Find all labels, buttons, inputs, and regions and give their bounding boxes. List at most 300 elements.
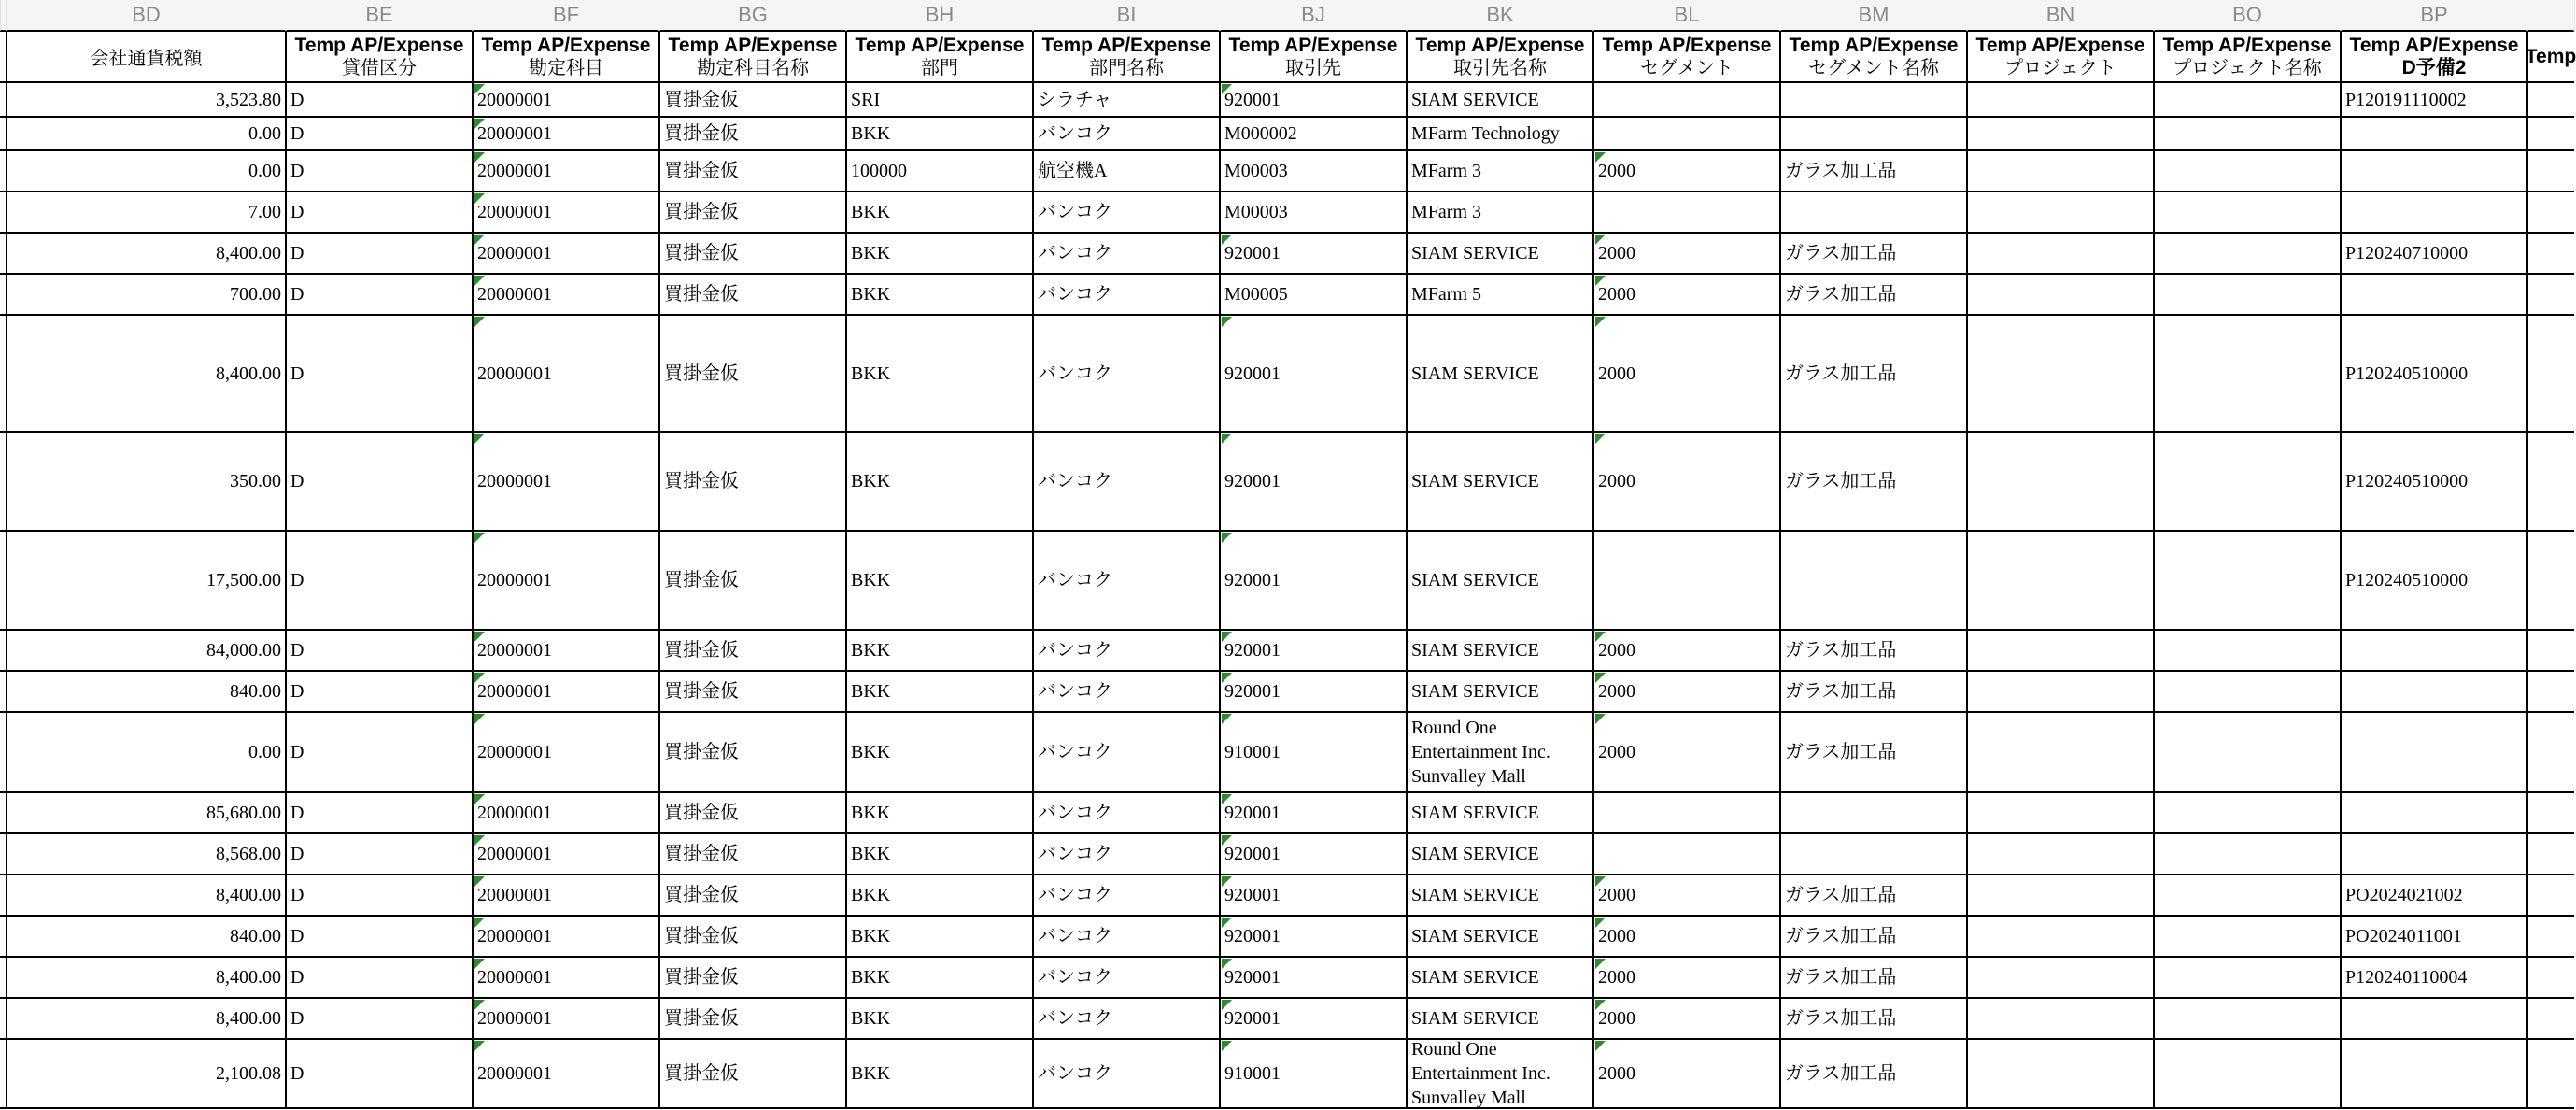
cell-bo[interactable] <box>2155 118 2340 149</box>
header-cell-bp[interactable] <box>2342 32 2526 81</box>
cell-bg[interactable]: 買掛金仮 <box>664 284 739 305</box>
cell-bd[interactable]: 350.00 <box>230 471 281 491</box>
cell-bm[interactable]: ガラス加工品 <box>1785 967 1897 988</box>
cell-bf[interactable]: 20000001 <box>477 123 552 144</box>
cell-bk[interactable]: SIAM SERVICE <box>1411 640 1539 661</box>
cell-bo[interactable] <box>2155 999 2340 1038</box>
cell-bl[interactable]: 2000 <box>1598 284 1635 305</box>
header-cell-bl[interactable] <box>1594 32 1779 81</box>
cell-bi[interactable]: バンコク <box>1038 885 1112 905</box>
cell-bl[interactable]: 2000 <box>1598 926 1635 946</box>
cell-bh[interactable]: BKK <box>851 243 891 263</box>
cell-bo[interactable] <box>2155 275 2340 314</box>
cell-bd[interactable]: 0.00 <box>248 123 281 144</box>
header-cell-bg[interactable] <box>660 32 845 81</box>
cell-bf[interactable]: 20000001 <box>477 640 552 661</box>
cell-be[interactable]: D <box>290 284 304 305</box>
cell-bg[interactable]: 買掛金仮 <box>664 844 739 864</box>
cell-bn[interactable] <box>1968 875 2153 915</box>
cell-bj[interactable]: M00003 <box>1224 202 1288 222</box>
header-cell-bf[interactable] <box>474 32 658 81</box>
cell-bl[interactable] <box>1594 532 1779 629</box>
cell-bf[interactable]: 20000001 <box>477 742 552 762</box>
cell-bn[interactable] <box>1968 631 2153 670</box>
cell-bi[interactable]: バンコク <box>1038 681 1112 702</box>
column-letter-bo[interactable]: BO <box>2154 0 2341 30</box>
cell-bj[interactable]: 920001 <box>1224 363 1281 384</box>
cell-bh[interactable]: BKK <box>851 1008 891 1029</box>
cell-bh[interactable]: SRI <box>851 89 881 110</box>
cell-bf[interactable]: 20000001 <box>477 284 552 305</box>
cell-bk[interactable]: SIAM SERVICE <box>1411 363 1539 384</box>
cell-bi[interactable]: バンコク <box>1038 967 1112 988</box>
cell-next[interactable] <box>2528 532 2574 629</box>
cell-bp[interactable] <box>2342 834 2526 874</box>
cell-bf[interactable]: 20000001 <box>477 89 552 110</box>
comment-indicator-icon <box>474 959 485 969</box>
cell-bg[interactable]: 買掛金仮 <box>664 803 739 823</box>
cell-bp[interactable]: PO2024011001 <box>2345 926 2462 946</box>
cell-be[interactable]: D <box>290 1008 304 1029</box>
cell-bo[interactable] <box>2155 83 2340 116</box>
comment-indicator-icon <box>474 1041 485 1051</box>
comment-indicator-icon <box>1595 632 1606 642</box>
cell-bm[interactable]: ガラス加工品 <box>1785 681 1897 702</box>
cell-bi[interactable]: バンコク <box>1038 243 1112 263</box>
header-cell-be[interactable] <box>287 32 472 81</box>
cell-next[interactable] <box>2528 118 2574 149</box>
cell-bf[interactable]: 20000001 <box>477 844 552 864</box>
cell-bf[interactable]: 20000001 <box>477 1063 552 1084</box>
cell-bn[interactable] <box>1968 234 2153 273</box>
cell-bd[interactable]: 700.00 <box>230 284 281 305</box>
cell-bm[interactable]: ガラス加工品 <box>1785 926 1897 946</box>
cell-bm[interactable] <box>1781 118 1966 149</box>
cell-bo[interactable] <box>2155 433 2340 530</box>
cell-bg[interactable]: 買掛金仮 <box>664 742 739 762</box>
cell-bg[interactable]: 買掛金仮 <box>664 243 739 263</box>
cell-bl[interactable] <box>1594 793 1779 832</box>
cell-bh[interactable]: BKK <box>851 202 891 222</box>
cell-next[interactable] <box>2528 999 2574 1038</box>
cell-bm[interactable]: ガラス加工品 <box>1785 1063 1897 1084</box>
column-letter-bg[interactable]: BG <box>659 0 846 30</box>
cell-bp[interactable] <box>2342 192 2526 232</box>
header-cell-bj[interactable] <box>1221 32 1406 81</box>
cell-bj[interactable]: 920001 <box>1224 640 1281 661</box>
cell-bh[interactable]: BKK <box>851 967 891 988</box>
cell-bj[interactable]: 920001 <box>1224 570 1281 591</box>
cell-bg[interactable]: 買掛金仮 <box>664 89 739 110</box>
cell-bd[interactable]: 7.00 <box>248 202 281 222</box>
cell-bg[interactable]: 買掛金仮 <box>664 123 739 144</box>
cell-bp[interactable] <box>2342 275 2526 314</box>
cell-be[interactable]: D <box>290 742 304 762</box>
cell-bh[interactable]: BKK <box>851 926 891 946</box>
cell-bk[interactable]: SIAM SERVICE <box>1411 967 1539 988</box>
cell-bi[interactable]: バンコク <box>1038 570 1112 591</box>
cell-bf[interactable]: 20000001 <box>477 363 552 384</box>
cell-bp[interactable] <box>2342 793 2526 832</box>
header-cell-bk[interactable] <box>1408 32 1592 81</box>
cell-bn[interactable] <box>1968 672 2153 711</box>
column-letter-bn[interactable]: BN <box>1967 0 2154 30</box>
cell-next[interactable] <box>2528 234 2574 273</box>
cell-be[interactable]: D <box>290 89 304 110</box>
cell-bi[interactable]: 航空機A <box>1038 161 1108 181</box>
cell-bh[interactable]: BKK <box>851 123 891 144</box>
cell-bm[interactable] <box>1781 83 1966 116</box>
cell-bj[interactable]: 920001 <box>1224 1008 1281 1029</box>
cell-bk[interactable]: SIAM SERVICE <box>1411 89 1539 110</box>
cell-bd[interactable]: 3,523.80 <box>216 89 281 110</box>
cell-bj[interactable]: M00003 <box>1224 161 1288 181</box>
cell-bf[interactable]: 20000001 <box>477 926 552 946</box>
header-title: Temp AP/Expense <box>855 34 1025 56</box>
cell-bl[interactable] <box>1594 118 1779 149</box>
cell-bo[interactable] <box>2155 234 2340 273</box>
cell-bp[interactable] <box>2342 631 2526 670</box>
cell-bl[interactable] <box>1594 83 1779 116</box>
cell-bg[interactable]: 買掛金仮 <box>664 681 739 702</box>
cell-bh[interactable]: BKK <box>851 363 891 384</box>
cell-bf[interactable]: 20000001 <box>477 803 552 823</box>
cell-bj[interactable]: 920001 <box>1224 885 1281 905</box>
cell-bj[interactable]: M000002 <box>1224 123 1297 144</box>
header-cell-bi[interactable] <box>1034 32 1219 81</box>
cell-bk[interactable]: SIAM SERVICE <box>1411 803 1539 823</box>
cell-next[interactable] <box>2528 192 2574 232</box>
cell-bp[interactable] <box>2342 118 2526 149</box>
cell-bd[interactable]: 8,400.00 <box>216 1008 281 1029</box>
cell-bk[interactable]: SIAM SERVICE <box>1411 681 1539 702</box>
cell-bm[interactable]: ガラス加工品 <box>1785 284 1897 305</box>
cell-bd[interactable]: 840.00 <box>230 681 281 702</box>
cell-bo[interactable] <box>2155 713 2340 791</box>
cell-next[interactable] <box>2528 713 2574 791</box>
cell-bf[interactable]: 20000001 <box>477 681 552 702</box>
cell-bp[interactable]: P120240510000 <box>2345 363 2469 384</box>
cell-bj[interactable]: 910001 <box>1224 1063 1281 1084</box>
cell-bn[interactable] <box>1968 834 2153 874</box>
cell-bo[interactable] <box>2155 834 2340 874</box>
cell-be[interactable]: D <box>290 803 304 823</box>
column-letter-bj[interactable]: BJ <box>1220 0 1407 30</box>
cell-next[interactable] <box>2528 793 2574 832</box>
cell-bh[interactable]: BKK <box>851 681 891 702</box>
cell-bn[interactable] <box>1968 275 2153 314</box>
cell-bf[interactable]: 20000001 <box>477 1008 552 1029</box>
cell-bk[interactable]: Round One Entertainment Inc. Sunvalley Mall <box>1411 1039 1550 1108</box>
cell-bk[interactable]: Round One Entertainment Inc. Sunvalley Mall <box>1411 718 1550 787</box>
cell-bo[interactable] <box>2155 917 2340 956</box>
cell-bf[interactable]: 20000001 <box>477 161 552 181</box>
cell-bi[interactable]: バンコク <box>1038 640 1112 661</box>
cell-next[interactable] <box>2528 917 2574 956</box>
cell-bi[interactable]: バンコク <box>1038 363 1112 384</box>
cell-bi[interactable]: バンコク <box>1038 123 1112 144</box>
cell-be[interactable]: D <box>290 161 304 181</box>
column-letter-bh[interactable]: BH <box>846 0 1033 30</box>
cell-bo[interactable] <box>2155 631 2340 670</box>
cell-bg[interactable]: 買掛金仮 <box>664 640 739 661</box>
cell-bd[interactable]: 8,400.00 <box>216 363 281 384</box>
cell-bj[interactable]: 920001 <box>1224 844 1281 864</box>
cell-bi[interactable]: バンコク <box>1038 284 1112 305</box>
cell-bj[interactable]: 910001 <box>1224 742 1281 762</box>
cell-bd[interactable]: 0.00 <box>248 161 281 181</box>
cell-bd[interactable]: 8,568.00 <box>216 844 281 864</box>
cell-bd[interactable]: 2,100.08 <box>216 1063 281 1084</box>
cell-bm[interactable]: ガラス加工品 <box>1785 471 1897 491</box>
cell-bd[interactable]: 8,400.00 <box>216 885 281 905</box>
cell-bn[interactable] <box>1968 917 2153 956</box>
cell-bk[interactable]: MFarm 3 <box>1411 161 1481 181</box>
cell-bi[interactable]: バンコク <box>1038 1063 1112 1084</box>
cell-bh[interactable]: BKK <box>851 1063 891 1084</box>
cell-bi[interactable]: バンコク <box>1038 803 1112 823</box>
cell-bo[interactable] <box>2155 875 2340 915</box>
cell-bo[interactable] <box>2155 1040 2340 1107</box>
cell-bi[interactable]: バンコク <box>1038 202 1112 222</box>
cell-bp[interactable] <box>2342 151 2526 191</box>
column-letter-bm[interactable]: BM <box>1780 0 1967 30</box>
cell-bl[interactable]: 2000 <box>1598 471 1635 491</box>
cell-bp[interactable] <box>2342 713 2526 791</box>
cell-bd[interactable]: 17,500.00 <box>206 570 281 591</box>
cell-bp[interactable] <box>2342 999 2526 1038</box>
cell-bf[interactable]: 20000001 <box>477 243 552 263</box>
cell-bk[interactable]: SIAM SERVICE <box>1411 471 1539 491</box>
cell-bi[interactable]: バンコク <box>1038 844 1112 864</box>
cell-bp[interactable] <box>2342 1040 2526 1107</box>
cell-bk[interactable]: SIAM SERVICE <box>1411 844 1539 864</box>
cell-bl[interactable]: 2000 <box>1598 967 1635 988</box>
cell-bl[interactable]: 2000 <box>1598 640 1635 661</box>
cell-bn[interactable] <box>1968 83 2153 116</box>
cell-bn[interactable] <box>1968 793 2153 832</box>
cell-bl[interactable]: 2000 <box>1598 742 1635 762</box>
cell-bn[interactable] <box>1968 316 2153 431</box>
cell-bk[interactable]: MFarm 5 <box>1411 284 1481 305</box>
cell-be[interactable]: D <box>290 471 304 491</box>
cell-bk[interactable]: SIAM SERVICE <box>1411 1008 1539 1029</box>
cell-bn[interactable] <box>1968 999 2153 1038</box>
cell-bl[interactable]: 2000 <box>1598 161 1635 181</box>
cell-bh[interactable]: BKK <box>851 844 891 864</box>
column-letter-bk[interactable]: BK <box>1407 0 1593 30</box>
cell-bl[interactable]: 2000 <box>1598 1008 1635 1029</box>
header-cell-next[interactable] <box>2525 32 2576 81</box>
cell-bj[interactable]: 920001 <box>1224 681 1281 702</box>
cell-bj[interactable]: 920001 <box>1224 967 1281 988</box>
cell-bg[interactable]: 買掛金仮 <box>664 161 739 181</box>
cell-bf[interactable]: 20000001 <box>477 570 552 591</box>
cell-bj[interactable]: M00005 <box>1224 284 1288 305</box>
cell-bj[interactable]: 920001 <box>1224 803 1281 823</box>
cell-bp[interactable]: P120240710000 <box>2345 243 2469 263</box>
cell-bl[interactable]: 2000 <box>1598 1063 1635 1084</box>
cell-next[interactable] <box>2528 316 2574 431</box>
cell-bn[interactable] <box>1968 192 2153 232</box>
cell-bf[interactable]: 20000001 <box>477 471 552 491</box>
cell-bm[interactable]: ガラス加工品 <box>1785 742 1897 762</box>
cell-be[interactable]: D <box>290 967 304 988</box>
cell-bg[interactable]: 買掛金仮 <box>664 926 739 946</box>
cell-bo[interactable] <box>2155 532 2340 629</box>
cell-bg[interactable]: 買掛金仮 <box>664 570 739 591</box>
cell-bn[interactable] <box>1968 1040 2153 1107</box>
cell-next[interactable] <box>2528 83 2574 116</box>
cell-bl[interactable] <box>1594 192 1779 232</box>
cell-bl[interactable]: 2000 <box>1598 363 1635 384</box>
cell-bj[interactable]: 920001 <box>1224 926 1281 946</box>
cell-bl[interactable] <box>1594 834 1779 874</box>
header-cell-bo[interactable] <box>2155 32 2340 81</box>
cell-be[interactable]: D <box>290 1063 304 1084</box>
cell-be[interactable]: D <box>290 926 304 946</box>
cell-bg[interactable]: 買掛金仮 <box>664 1063 739 1084</box>
cell-bh[interactable]: BKK <box>851 742 891 762</box>
cell-next[interactable] <box>2528 631 2574 670</box>
cell-be[interactable]: D <box>290 243 304 263</box>
cell-bj[interactable]: 920001 <box>1224 89 1281 110</box>
cell-bo[interactable] <box>2155 316 2340 431</box>
cell-bl[interactable]: 2000 <box>1598 243 1635 263</box>
cell-bg[interactable]: 買掛金仮 <box>664 471 739 491</box>
header-cell-bm[interactable] <box>1781 32 1966 81</box>
cell-next[interactable] <box>2528 958 2574 997</box>
cell-bk[interactable]: SIAM SERVICE <box>1411 885 1539 905</box>
cell-bh[interactable]: 100000 <box>851 161 907 181</box>
cell-bo[interactable] <box>2155 151 2340 191</box>
cell-bk[interactable]: MFarm Technology <box>1411 123 1560 144</box>
cell-bg[interactable]: 買掛金仮 <box>664 885 739 905</box>
cell-bn[interactable] <box>1968 532 2153 629</box>
column-letter-be[interactable]: BE <box>286 0 473 30</box>
cell-be[interactable]: D <box>290 123 304 144</box>
cell-bk[interactable]: MFarm 3 <box>1411 202 1481 222</box>
cell-bk[interactable]: SIAM SERVICE <box>1411 570 1539 591</box>
cell-bg[interactable]: 買掛金仮 <box>664 1008 739 1029</box>
cell-bo[interactable] <box>2155 793 2340 832</box>
cell-be[interactable]: D <box>290 844 304 864</box>
cell-bm[interactable]: ガラス加工品 <box>1785 243 1897 263</box>
header-cell-bh[interactable] <box>847 32 1032 81</box>
cell-be[interactable]: D <box>290 202 304 222</box>
cell-bi[interactable]: バンコク <box>1038 742 1112 762</box>
cell-bk[interactable]: SIAM SERVICE <box>1411 926 1539 946</box>
cell-bp[interactable]: PO2024021002 <box>2345 885 2463 905</box>
cell-bp[interactable]: P120191110002 <box>2345 89 2467 110</box>
cell-bo[interactable] <box>2155 672 2340 711</box>
cell-next[interactable] <box>2528 1040 2574 1107</box>
cell-bm[interactable] <box>1781 793 1966 832</box>
cell-bo[interactable] <box>2155 192 2340 232</box>
cell-bl[interactable]: 2000 <box>1598 885 1635 905</box>
cell-bm[interactable] <box>1781 532 1966 629</box>
cell-bk[interactable]: SIAM SERVICE <box>1411 243 1539 263</box>
column-letter-bd[interactable]: BD <box>7 0 286 30</box>
cell-be[interactable]: D <box>290 885 304 905</box>
cell-bf[interactable]: 20000001 <box>477 885 552 905</box>
cell-bh[interactable]: BKK <box>851 471 891 491</box>
cell-bd[interactable]: 0.00 <box>248 742 281 762</box>
cell-bd[interactable]: 84,000.00 <box>206 640 281 661</box>
header-cell-bn[interactable] <box>1968 32 2153 81</box>
cell-bm[interactable]: ガラス加工品 <box>1785 363 1897 384</box>
cell-bj[interactable]: 920001 <box>1224 471 1281 491</box>
cell-bi[interactable]: バンコク <box>1038 1008 1112 1029</box>
header-cell-bd[interactable] <box>7 32 285 81</box>
cell-next[interactable] <box>2528 433 2574 530</box>
cell-bn[interactable] <box>1968 713 2153 791</box>
cell-bh[interactable]: BKK <box>851 803 891 823</box>
cell-bn[interactable] <box>1968 958 2153 997</box>
column-letter-bp[interactable]: BP <box>2341 0 2527 30</box>
cell-bp[interactable]: P120240510000 <box>2345 570 2469 591</box>
column-letter-bi[interactable]: BI <box>1033 0 1220 30</box>
cell-bd[interactable]: 85,680.00 <box>206 803 281 823</box>
cell-bm[interactable] <box>1781 192 1966 232</box>
cell-bp[interactable]: P120240510000 <box>2345 471 2469 491</box>
cell-bi[interactable]: バンコク <box>1038 926 1112 946</box>
column-letter-bf[interactable]: BF <box>473 0 659 30</box>
comment-indicator-icon <box>1595 235 1606 245</box>
cell-be[interactable]: D <box>290 570 304 591</box>
cell-bh[interactable]: BKK <box>851 640 891 661</box>
cell-bi[interactable]: バンコク <box>1038 471 1112 491</box>
cell-bm[interactable]: ガラス加工品 <box>1785 640 1897 661</box>
cell-bh[interactable]: BKK <box>851 885 891 905</box>
cell-bn[interactable] <box>1968 118 2153 149</box>
cell-bo[interactable] <box>2155 958 2340 997</box>
cell-be[interactable]: D <box>290 363 304 384</box>
column-letter-next[interactable] <box>2527 0 2574 30</box>
cell-bp[interactable]: P120240110004 <box>2345 967 2468 988</box>
cell-bm[interactable] <box>1781 834 1966 874</box>
cell-be[interactable]: D <box>290 681 304 702</box>
cell-bd[interactable]: 840.00 <box>230 926 281 946</box>
cell-bd[interactable]: 8,400.00 <box>216 243 281 263</box>
cell-bd[interactable]: 8,400.00 <box>216 967 281 988</box>
cell-bm[interactable]: ガラス加工品 <box>1785 885 1897 905</box>
cell-next[interactable] <box>2528 834 2574 874</box>
cell-bg[interactable]: 買掛金仮 <box>664 363 739 384</box>
cell-next[interactable] <box>2528 672 2574 711</box>
cell-bg[interactable]: 買掛金仮 <box>664 202 739 222</box>
cell-bf[interactable]: 20000001 <box>477 967 552 988</box>
cell-bi[interactable]: シラチャ <box>1038 89 1112 110</box>
cell-bg[interactable]: 買掛金仮 <box>664 967 739 988</box>
cell-bj[interactable]: 920001 <box>1224 243 1281 263</box>
cell-bm[interactable]: ガラス加工品 <box>1785 1008 1897 1029</box>
header-subtitle: セグメント <box>1640 57 1734 78</box>
cell-next[interactable] <box>2528 875 2574 915</box>
cell-bh[interactable]: BKK <box>851 570 891 591</box>
cell-next[interactable] <box>2528 275 2574 314</box>
cell-bp[interactable] <box>2342 672 2526 711</box>
cell-bh[interactable]: BKK <box>851 284 891 305</box>
cell-bn[interactable] <box>1968 151 2153 191</box>
cell-bn[interactable] <box>1968 433 2153 530</box>
cell-next[interactable] <box>2528 151 2574 191</box>
cell-bf[interactable]: 20000001 <box>477 202 552 222</box>
cell-be[interactable]: D <box>290 640 304 661</box>
cell-bl[interactable]: 2000 <box>1598 681 1635 702</box>
column-letter-bl[interactable]: BL <box>1593 0 1780 30</box>
cell-bm[interactable]: ガラス加工品 <box>1785 161 1897 181</box>
